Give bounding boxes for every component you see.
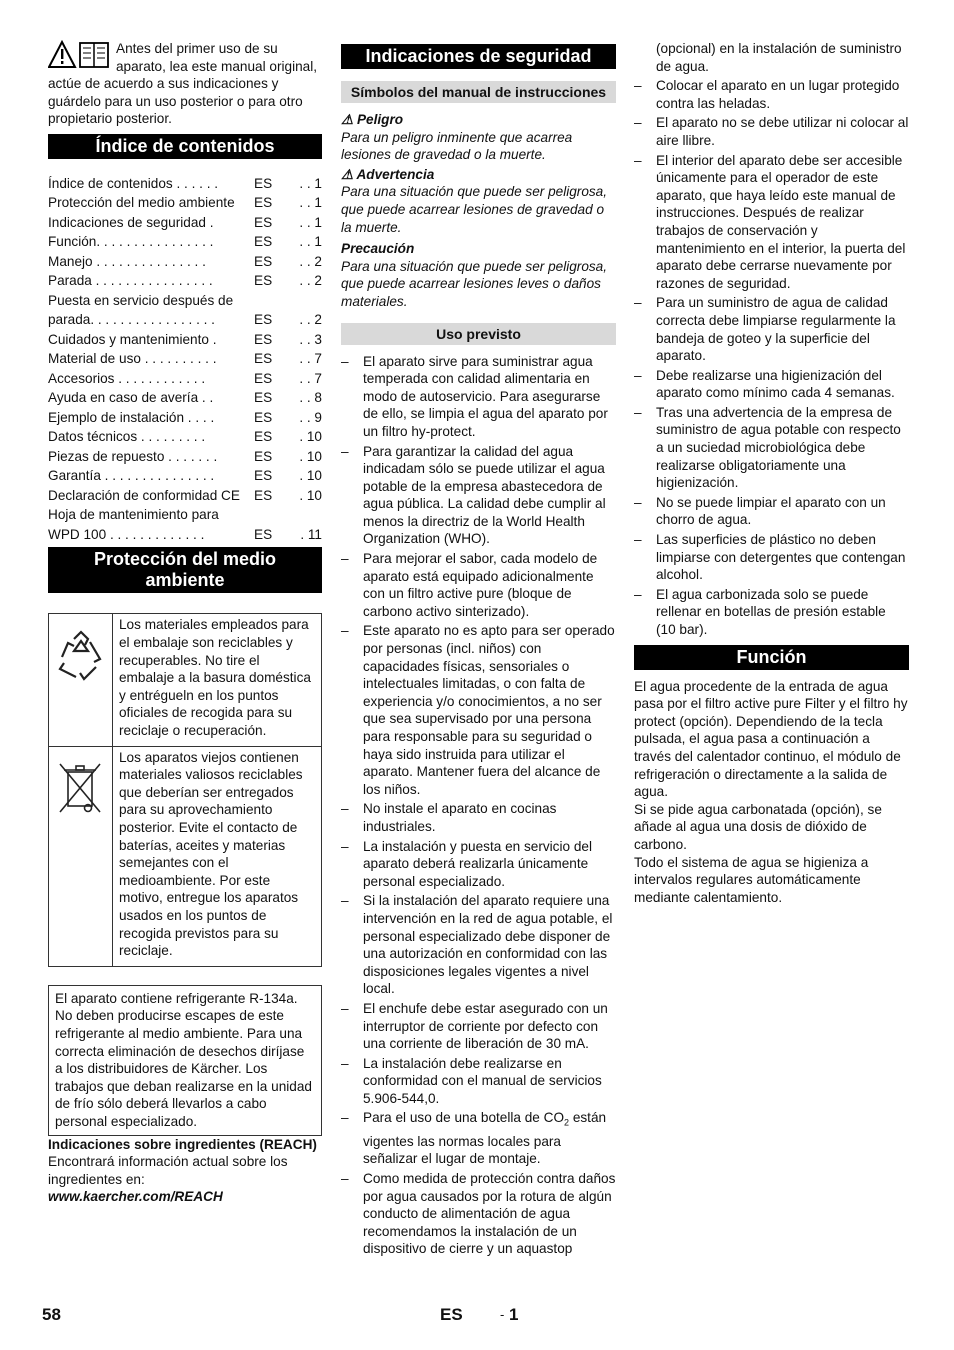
toc-page: . . 2 [299,253,322,269]
toc-lang: ES [254,351,273,367]
toc-row[interactable] [48,329,322,349]
crossed-bin-icon [54,760,108,820]
danger-text: Para un peligro inminente que acarrea lesiones de gravedad o la muerte. [341,129,573,163]
environment-heading: Protección del medio ambiente [48,547,322,593]
column-left [48,40,322,1206]
toc-lang: ES [254,253,273,269]
environment-table [48,613,322,966]
toc-lang: ES [254,370,273,386]
warning-triangle-icon [48,40,112,70]
refrigerant-box [48,985,322,1136]
toc-page: . . 2 [299,312,322,328]
caution-label: Precaución [341,241,415,257]
reach-heading: Indicaciones sobre ingredientes (REACH) [48,1136,317,1152]
footer-lang: ES [440,1305,463,1324]
toc-lang: ES [254,468,273,484]
env-text-packaging: Los materiales empleados para el embalaje son reciclables y recuperables. No tire el embalaje a la basura doméstica y entrégueln en los puntos oficiales de recogida para su reciclaje o recuperación. [119,617,311,739]
toc-row[interactable] [48,173,322,193]
function-body [634,678,909,907]
toc-lang: ES [254,429,273,445]
toc-title: Garantía . . . . . . . . . . . . . . . [48,468,215,484]
toc-lang [254,504,288,524]
toc-row[interactable] [48,251,322,271]
toc-row[interactable] [48,504,322,524]
warning-triangle-icon: ⚠ [341,112,354,127]
env-icon-cell [49,614,113,746]
caution-text: Para una situación que puede ser peligrosa, que puede acarrear lesiones leves o daños materiales. [341,258,608,309]
footer-section-page: 1 [509,1305,519,1324]
column-middle [341,44,616,1260]
toc-title: Puesta en servicio después de [48,292,234,308]
env-text-cell [113,614,322,746]
toc-row[interactable] [48,446,322,466]
toc-row[interactable] [48,465,322,485]
toc-lang: ES [254,487,273,503]
refrigerant-text: El aparato contiene refrigerante R-134a. No deben producirse escapes de este refrigerante al medio ambiente. Para una correcta eliminación de desechos diríjase a los distribuidores de Kärcher. Los trabajos que deban realizarse en la unidad de frío sólo deberá llevarlos a cabo personal especializado. [55,990,312,1129]
toc-row[interactable] [48,270,322,290]
toc-row[interactable] [48,387,322,407]
toc-page: . 10 [299,468,322,484]
function-heading: Función [634,645,909,670]
toc-page [288,504,322,524]
toc-title: Manejo . . . . . . . . . . . . . . . [48,253,206,269]
intended-use-list [341,353,616,1258]
toc-row[interactable] [48,212,322,232]
toc-lang: ES [254,175,273,191]
reach-text: Encontrará información actual sobre los ingredientes en: [48,1154,288,1187]
list-item [341,1109,616,1168]
danger-label-text: Peligro [356,112,404,127]
list-item: – Si la instalación del aparato requiere una intervención en la red de agua potable, el personal especializado debe disponer de una autorización en conformidad con las disposiciones legales vigentes a nivel local. [341,892,616,998]
recycle-icon [54,629,108,683]
toc-page: . . 1 [299,234,322,250]
toc-page: . . 9 [299,409,322,425]
toc-title: WPD 100 . . . . . . . . . . . . . [48,526,205,542]
warning-label-text: Advertencia [356,166,435,182]
toc-title: Función. . . . . . . . . . . . . . . . [48,234,214,250]
list-item: – La instalación y puesta en servicio del aparato deberá realizarla únicamente personal especializado. [341,838,616,891]
toc-page: . 11 [300,526,322,542]
toc-lang: ES [254,195,273,211]
toc-page: . . 1 [299,195,322,211]
toc-lang: ES [254,312,273,328]
toc-title: Declaración de conformidad CE [48,487,240,503]
intended-use-heading: Uso previsto [341,323,616,345]
co2-text: Para el uso de una botella de CO [363,1110,565,1126]
toc-row[interactable] [48,407,322,427]
toc-page: . . 7 [299,370,322,386]
list-item: – El aparato sirve para suministrar agua temperada con calidad alimentaria en modo de autoservicio. Para asegurarse de ello, se limpia el agua del aparato por un filtro hy-protect. [341,353,616,441]
toc-lang [254,290,288,310]
toc-row[interactable] [48,368,322,388]
toc-title: Hoja de mantenimiento para [48,507,219,523]
toc-heading: Índice de contenidos [48,134,322,159]
list-item: – Para garantizar la calidad del agua indicadam sólo se puede utilizar el agua potable de la empresa abastecedora de agua pública. La calidad debe cumplir al menos la directriz de la World Health Organization (WHO). [341,443,616,549]
env-row [49,746,322,966]
reach-url[interactable]: www.kaercher.com/REACH [48,1189,223,1205]
env-text-cell [113,746,322,966]
list-item: – El enchufe debe estar asegurado con un interruptor de corriente por defecto con una corriente de liberación de 30 mA. [341,1000,616,1053]
toc-title: Piezas de repuesto . . . . . . . [48,448,218,464]
toc-page: . 10 [299,487,322,503]
toc-lang: ES [254,214,273,230]
env-icon-cell [49,746,113,966]
warning-label [341,166,616,184]
toc-row[interactable] [48,485,322,505]
toc-title: Material de uso . . . . . . . . . . [48,351,217,367]
toc-page: . 10 [299,429,322,445]
list-item: – Las superficies de plástico no deben limpiarse con detergentes que contengan alcohol. [634,531,909,584]
toc-title: Accesorios . . . . . . . . . . . . [48,370,206,386]
toc-title: Ayuda en caso de avería . . [48,390,214,406]
toc-page [288,290,322,310]
toc-page: . . 3 [299,331,322,347]
list-item: – Debe realizarse una higienización del aparato como mínimo cada 4 semanas. [634,367,909,402]
toc-title: Parada . . . . . . . . . . . . . . . . [48,273,213,289]
toc-row[interactable] [48,348,322,368]
list-item: – El interior del aparato debe ser accesible únicamente para el operador de este aparato, que haya leído este manual de instrucciones. Después de realizar trabajos de conservación y mantenimiento en el interior, la puerta del aparato debe cerrarse nuevamente por razones de seguridad. [634,152,909,293]
page-number: 58 [42,1305,61,1324]
toc-title: Datos técnicos . . . . . . . . . [48,429,206,445]
toc-row[interactable] [48,192,322,212]
symbols-heading: Símbolos del manual de instrucciones [341,81,616,103]
intro [48,40,322,128]
toc-title: Protección del medio ambiente [48,195,235,211]
footer-sep: - [500,1307,505,1322]
warning-triangle-icon: ⚠ [341,166,354,182]
intro-icons [48,40,112,74]
function-paragraph: Todo el sistema de agua se higieniza a intervalos regulares automáticamente mediante calentamiento. [634,854,869,905]
list-item: – El agua carbonizada solo se puede rellenar en botellas de presión estable (10 bar). [634,586,909,639]
toc-page: . . 8 [299,390,322,406]
toc-row[interactable] [48,426,322,446]
function-paragraph: El agua procedente de la entrada de agua pasa por el filtro active pure Filter y el filtro hy protect (opción). Dependiendo de la tecla pulsada, el agua pasa a continuación a través del calentador continuo, el módulo de refrigeración o directamente a la salida de agua. [634,678,908,800]
toc-lang: ES [254,409,273,425]
list-item: – Este aparato no es apto para ser operado por personas (incl. niños) con capacidades físicas, sensoriales o intelectuales limitadas, o con falta de experiencia y/o conocimientos, a no ser que sea supervisado por una persona para responsable para su seguridad o haya sido instruida para utilizar el aparato. Mantener fuera del alcance de los niños. [341,622,616,798]
toc-title: Cuidados y mantenimiento . [48,331,217,347]
warning-text: Para una situación que puede ser peligrosa, que puede acarrear lesiones de gravedad o la muerte. [341,184,608,235]
toc-title: Indicaciones de seguridad . [48,214,214,230]
toc-page: . . 1 [299,214,322,230]
list-item: – No se puede limpiar el aparato con un chorro de agua. [634,494,909,529]
danger-label [341,111,616,129]
list-item: – Colocar el aparato en un lugar protegido contra las heladas. [634,77,909,112]
open-book-icon [80,43,108,67]
toc-table [48,173,322,544]
list-item: – La instalación debe realizarse en conformidad con el manual de servicios 5.906-544,0. [341,1055,616,1108]
toc-page: . 10 [299,448,322,464]
intro-text: Antes del primer uso de su aparato, lea este manual original, actúe de acuerdo a sus indicaciones y guárdelo para un uso posterior o para otro propietario posterior. [48,41,318,127]
toc-page: . . 7 [299,351,322,367]
toc-lang: ES [254,448,273,464]
toc-lang: ES [254,234,273,250]
env-text-weee: Los aparatos viejos contienen materiales valiosos reciclables que deberían ser entregados para su aprovechamiento posterior. Evite el contacto de baterías, aceites y materias semejantes con el medioambiente. Por este motivo, entregue los aparatos usados en los puntos de recogida previstos para su reciclaje. [119,749,303,959]
toc-page: . . 1 [299,175,322,191]
toc-page: . . 2 [299,273,322,289]
toc-title: Ejemplo de instalación . . . . [48,409,215,425]
toc-title: Índice de contenidos . . . . . . [48,175,219,191]
function-paragraph: Si se pide agua carbonatada (opción), se añade al agua una dosis de dióxido de carbono. [634,801,882,852]
list-item: – El aparato no se debe utilizar ni colocar al aire llibre. [634,114,909,149]
toc-row[interactable] [48,231,322,251]
toc-lang: ES [254,526,273,542]
toc-title: parada. . . . . . . . . . . . . . . . . [48,312,215,328]
list-item: – Para un suministro de agua de calidad correcta debe limpiarse regularmente la bandeja de goteo y la superficie del aparato. [634,294,909,364]
safety-list [634,77,909,638]
toc-row[interactable] [48,309,322,329]
toc-lang: ES [254,390,273,406]
list-item: – Tras una advertencia de la empresa de suministro de agua potable con respecto a un suciedad microbiológica debe realizarse obligatoriamente una higienización. [634,404,909,492]
toc-lang: ES [254,331,273,347]
list-item: – No instale el aparato en cocinas industriales. [341,800,616,835]
co2-text-rest: están vigentes las normas locales para señalizar el lugar de montaje. [363,1110,607,1167]
column-right [634,40,909,906]
co2-subscript: 2 [564,1118,570,1129]
safety-heading: Indicaciones de seguridad [341,44,616,69]
list-item: – Como medida de protección contra daños por agua causados por la rotura de algún conducto de alimentación de agua recomendamos la instalación de un dispositivo de cierre y un aquastop [341,1170,616,1258]
list-item: – Para mejorar el sabor, cada modelo de aparato está equipado adicionalmente con un filtro active pure (bloque de carbono activo sinterizado). [341,550,616,620]
env-row [49,614,322,746]
continuation-text: (opcional) en la instalación de suministro de agua. [656,41,902,74]
toc-row[interactable] [48,290,322,310]
toc-row[interactable] [48,524,322,544]
toc-lang: ES [254,273,273,289]
